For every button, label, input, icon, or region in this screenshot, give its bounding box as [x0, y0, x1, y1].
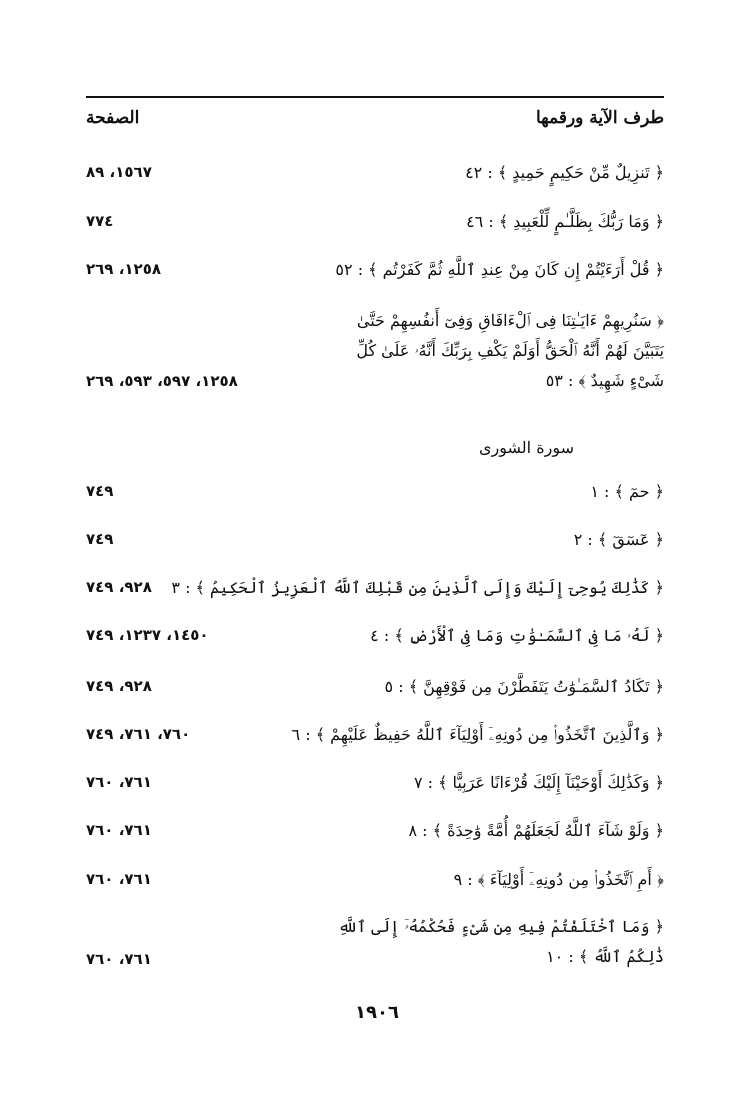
- verse-text: ﴿ عٓسٓقٓ ﴾ : ٢: [573, 530, 664, 549]
- verse-text: ﴿ حمٓ ﴾ : ١: [590, 482, 664, 501]
- page-refs: ٧٦١، ٧٦٠: [86, 773, 152, 791]
- page-refs: ٧٤٩: [86, 482, 114, 500]
- page-refs: ٧٧٤: [86, 212, 114, 230]
- page-refs: ٧٦١، ٧٦٠: [86, 821, 152, 839]
- surah-title: سورة الشورى: [479, 438, 574, 457]
- page-refs: ٩٢٨، ٧٤٩: [86, 578, 152, 596]
- verse-text: ﴿ قُلْ أَرَءَيْتُمْ إِن كَانَ مِنْ عِندِ ٱللَّهِ ثُمَّ كَفَرْتُم ﴾ : ٥٢: [335, 260, 664, 279]
- page-refs: ١٢٥٨، ٢٦٩: [86, 260, 162, 278]
- verse-text: ﴿ سَنُرِيهِمْ ءَايَـٰتِنَا فِى ٱلْءَافَاقِ وَفِىٓ أَنفُسِهِمْ حَتَّىٰ يَتَبَيَّنَ لَهُمْ أَنَّهُ ٱلْحَقُّ أَوَلَمْ يَكْفِ بِرَبِّكَ أَنَّهُۥ عَلَىٰ كُلِّ شَىْءٍ شَهِيدٌ ﴾ : ٥٣: [356, 311, 664, 390]
- page-refs: ٧٦١، ٧٦٠: [86, 870, 152, 888]
- verse-column-header: طرف الآية ورقمها: [535, 108, 664, 128]
- page-refs: ٧٦٠، ٧٦١، ٧٤٩: [86, 725, 191, 743]
- verse-text: ﴿ وَلَوْ شَآءَ ٱللَّهُ لَجَعَلَهُمْ أُمَّةً وَٰحِدَةً ﴾ : ٨: [408, 821, 664, 840]
- verse-text: ﴿ وَمَا ٱخْتَلَفْتُمْ فِيهِ مِن شَىْءٍ فَحُكْمُهُۥٓ إِلَى ٱللَّهِ ذَٰلِكُمُ ٱللَّهُ ﴾ : ١٠: [338, 917, 664, 966]
- header-rule: [86, 96, 664, 98]
- page-refs: ٩٢٨، ٧٤٩: [86, 677, 152, 695]
- page-refs: ١٢٥٨، ٥٩٧، ٥٩٣، ٢٦٩: [86, 372, 238, 390]
- verse-text: ﴿ أَمِ ٱتَّخَذُوا۟ مِن دُونِهِۦٓ أَوْلِيَآءَ ﴾ : ٩: [453, 870, 664, 889]
- column-header: [86, 108, 664, 138]
- verse-text: ﴿ وَٱلَّذِينَ ٱتَّخَذُوا۟ مِن دُونِهِۦٓ أَوْلِيَآءَ ٱللَّهُ حَفِيظٌ عَلَيْهِمْ ﴾ : ٦: [291, 725, 664, 744]
- verse-text: ﴿ وَكَذَٰلِكَ أَوْحَيْنَآ إِلَيْكَ قُرْءَانًا عَرَبِيًّا ﴾ : ٧: [413, 773, 664, 792]
- index-page: [86, 0, 664, 1106]
- verse-text: ﴿ تَنزِيلٌ مِّنْ حَكِيمٍ حَمِيدٍ ﴾ : ٤٢: [465, 163, 664, 182]
- page-column-header: الصفحة: [86, 108, 140, 128]
- verse-text: ﴿ تَكَادُ ٱلسَّمَـٰوَٰتُ يَتَفَطَّرْنَ مِن فَوْقِهِنَّ ﴾ : ٥: [384, 677, 664, 696]
- page-refs: ٧٤٩: [86, 530, 114, 548]
- verse-text: ﴿ لَهُۥ مَا فِى ٱلسَّمَـٰوَٰتِ وَمَا فِى ٱلْأَرْضِ ﴾ : ٤: [370, 626, 664, 645]
- verse-text: ﴿ كَذَٰلِكَ يُوحِىٓ إِلَيْكَ وَإِلَى ٱلَّذِينَ مِن قَبْلِكَ ٱللَّهُ ٱلْعَزِيزُ ٱلْحَكِيمُ ﴾ : ٣: [171, 578, 664, 597]
- page-refs: ١٥٦٧، ٨٩: [86, 163, 152, 181]
- page-number: ١٩٠٦: [355, 1002, 399, 1023]
- verse-text: ﴿ وَمَا رَبُّكَ بِظَلَّـٰمٍ لِّلْعَبِيدِ ﴾ : ٤٦: [466, 212, 664, 231]
- page-refs: ٧٦١، ٧٦٠: [86, 950, 152, 968]
- page-refs: ١٤٥٠، ١٢٣٧، ٧٤٩: [86, 626, 209, 644]
